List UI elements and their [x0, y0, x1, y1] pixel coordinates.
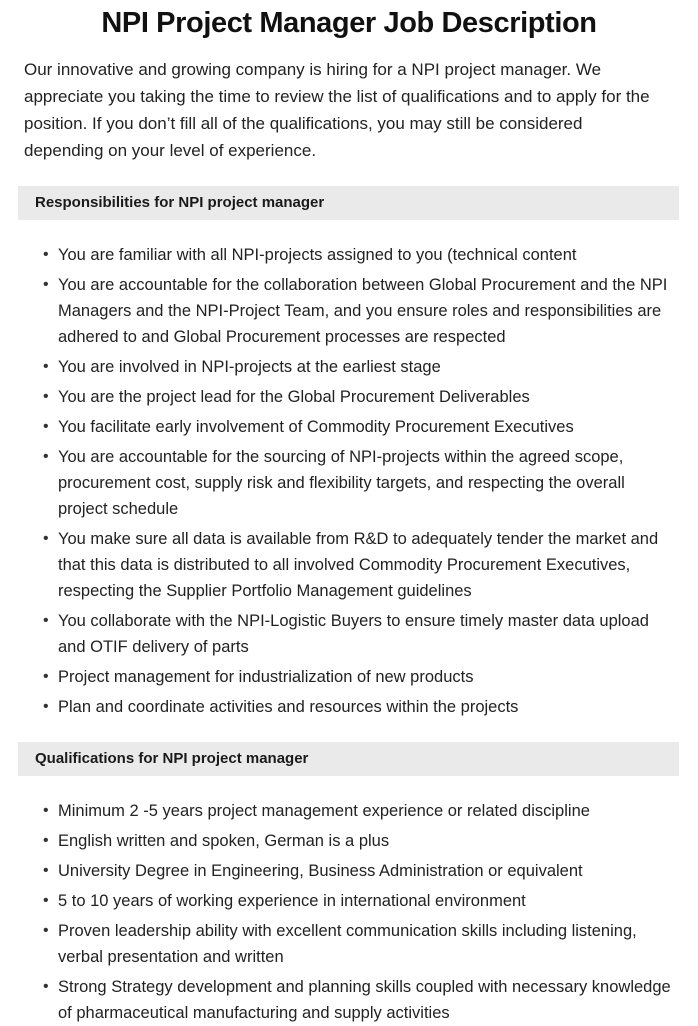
list-item: • Proven leadership ability with excellent communication skills including listening, verbal presentation and written — [0, 918, 698, 970]
section-header-band-qualifications — [18, 742, 679, 776]
list-item: • Project management for industrialization of new products — [0, 664, 698, 690]
list-item: • You facilitate early involvement of Commodity Procurement Executives — [0, 414, 698, 440]
list-item: • English written and spoken, German is a plus — [0, 828, 698, 854]
list-item: • You are involved in NPI-projects at the earliest stage — [0, 354, 698, 380]
list-item: • You make sure all data is available from R&D to adequately tender the market and that this data is distributed to all involved Commodity Procurement Executives, respecting the Supplier Portfolio Management guidelines — [0, 526, 698, 604]
intro-paragraph: Our innovative and growing company is hiring for a NPI project manager. We appreciate you taking the time to review the list of qualifications and to apply for the position. If you don’t fill all of the qualifications, you may still be considered depending on your level of experience. — [24, 60, 650, 160]
list-item: • You collaborate with the NPI-Logistic Buyers to ensure timely master data upload and OTIF delivery of parts — [0, 608, 698, 660]
list-item: • University Degree in Engineering, Business Administration or equivalent — [0, 858, 698, 884]
list-item: • You are familiar with all NPI-projects assigned to you (technical content — [0, 242, 698, 268]
page-title: NPI Project Manager Job Description — [101, 7, 597, 39]
section-qualifications — [0, 742, 698, 1026]
section-heading-qualifications: Qualifications for NPI project manager — [35, 750, 309, 767]
section-heading-responsibilities: Responsibilities for NPI project manager — [35, 194, 325, 211]
list-item: • You are the project lead for the Global Procurement Deliverables — [0, 384, 698, 410]
list-item: • Plan and coordinate activities and resources within the projects — [0, 694, 698, 720]
list-item: • You are accountable for the sourcing of NPI-projects within the agreed scope, procurement cost, supply risk and flexibility targets, and respecting the overall project schedule — [0, 444, 698, 522]
section-header-band-responsibilities — [18, 186, 679, 220]
list-item: • Strong Strategy development and planning skills coupled with necessary knowledge of pharmaceutical manufacturing and supply activities — [0, 974, 698, 1026]
list-item: • Minimum 2 -5 years project management experience or related discipline — [0, 798, 698, 824]
list-item: • 5 to 10 years of working experience in international environment — [0, 888, 698, 914]
list-item: • You are accountable for the collaboration between Global Procurement and the NPI Managers and the NPI-Project Team, and you ensure roles and responsibilities are adhered to and Global Procurement processes are respected — [0, 272, 698, 350]
responsibilities-list — [0, 242, 698, 720]
qualifications-list — [0, 798, 698, 1026]
section-responsibilities — [0, 186, 698, 720]
